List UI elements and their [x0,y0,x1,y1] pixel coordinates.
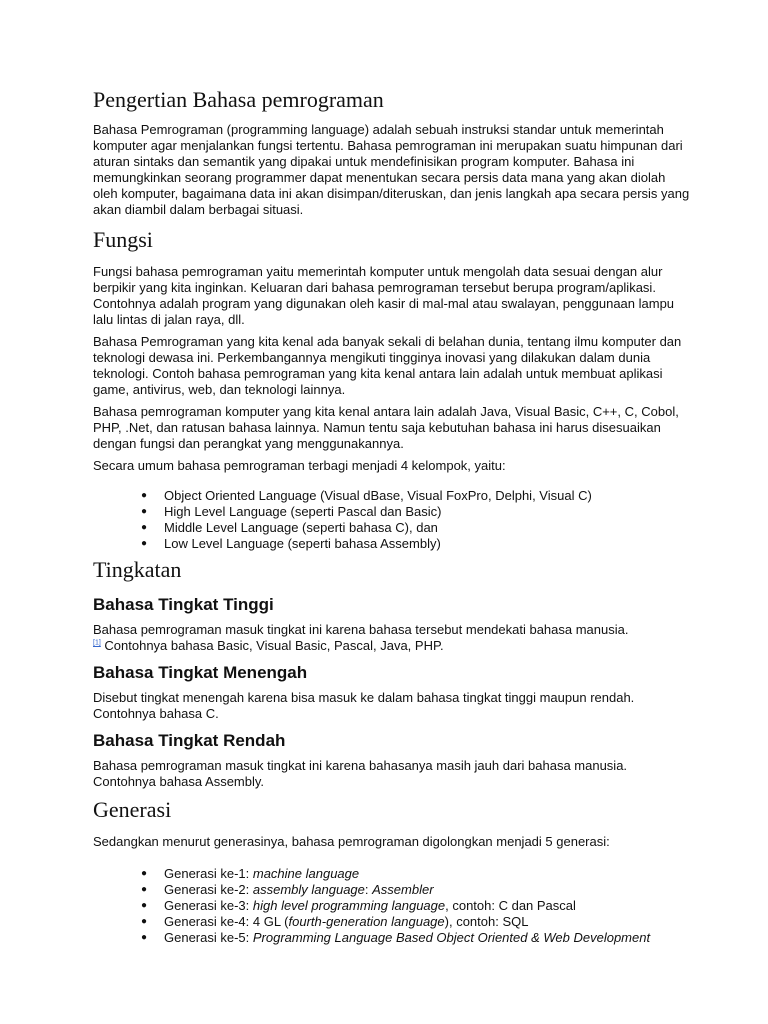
heading-pengertian: Pengertian Bahasa pemrograman [93,87,384,112]
bullet-icon: ● [141,522,148,533]
paragraph-generasi: Sedangkan menurut generasinya, bahasa pemrograman digolongkan menjadi 5 generasi: [93,834,610,849]
bullet-icon: ● [141,900,148,911]
bullet-icon: ● [141,916,148,927]
list-kelompok [93,488,693,552]
list-item: ● Generasi ke-5: Programming Language Based Object Oriented & Web Development [141,930,651,945]
heading-tingkatan: Tingkatan [93,557,182,582]
document-page [93,86,693,952]
paragraph-fungsi-4: Secara umum bahasa pemrograman terbagi menjadi 4 kelompok, yaitu: [93,458,506,473]
bullet-icon: ● [141,490,148,501]
bullet-icon: ● [141,538,148,549]
paragraph-pengertian: Bahasa Pemrograman (programming language) adalah sebuah instruksi standar untuk memerintah komputer agar menjalankan fungsi tertentu. Bahasa pemrograman ini merupakan suatu himpunan dari aturan sintaks dan semantik yang dipakai untuk mendefinisikan program komputer. Bahasa ini memungkinkan seorang programmer dapat menentukan secara persis data mana yang akan diolah oleh komputer, bagaimana data ini akan disimpan/diteruskan, dan jenis langkah apa secara persis yang akan diambil dalam berbagai situasi. [93,122,690,217]
list-generasi [93,866,693,946]
bullet-icon: ● [141,884,148,895]
paragraph-fungsi-2: Bahasa Pemrograman yang kita kenal ada banyak sekali di belahan dunia, tentang ilmu komputer dan teknologi dewasa ini. Perkembangannya mengikuti tingginya inovasi yang dilakukan dalam dunia teknologi. Contoh bahasa pemrograman yang kita kenal antara lain adalah untuk membuat aplikasi game, antivirus, web, dan teknologi lainnya. [93,334,682,397]
list-item: ● Object Oriented Language (Visual dBase, Visual FoxPro, Delphi, Visual C) [141,488,592,503]
list-item: ● Generasi ke-1: machine language [141,866,360,881]
footnote-link[interactable]: [1] [93,639,101,647]
heading-tingkat-menengah: Bahasa Tingkat Menengah [93,663,308,682]
list-item: ● High Level Language (seperti Pascal dan Basic) [141,504,442,519]
heading-fungsi: Fungsi [93,227,153,252]
paragraph-fungsi-3: Bahasa pemrograman komputer yang kita kenal antara lain adalah Java, Visual Basic, C++, C, Cobol, PHP, .Net, dan ratusan bahasa lainnya. Namun tentu saja kebutuhan bahasa ini harus disesuaikan dengan fungsi dan perangkat yang menggunakannya. [93,404,679,451]
bullet-icon: ● [141,506,148,517]
list-item: ● Low Level Language (seperti bahasa Assembly) [141,536,441,551]
bullet-icon: ● [141,868,148,879]
paragraph-tingkat-rendah: Bahasa pemrograman masuk tingkat ini karena bahasanya masih jauh dari bahasa manusia. Contohnya bahasa Assembly. [93,758,628,789]
list-item: ● Generasi ke-2: assembly language: Assembler [141,882,434,897]
heading-tingkat-tinggi: Bahasa Tingkat Tinggi [93,595,274,614]
heading-generasi: Generasi [93,797,172,822]
heading-tingkat-rendah: Bahasa Tingkat Rendah [93,731,286,750]
list-item: ● Middle Level Language (seperti bahasa C), dan [141,520,438,535]
bullet-icon: ● [141,932,148,943]
list-item: ● Generasi ke-3: high level programming language, contoh: C dan Pascal [141,898,576,913]
list-item: ● Generasi ke-4: 4 GL (fourth-generation language), contoh: SQL [141,914,529,929]
paragraph-tingkat-menengah: Disebut tingkat menengah karena bisa masuk ke dalam bahasa tingkat tinggi maupun rendah. Contohnya bahasa C. [93,690,635,721]
paragraph-tingkat-tinggi: Bahasa pemrograman masuk tingkat ini karena bahasa tersebut mendekati bahasa manusia. [1] Contohnya bahasa Basic, Visual Basic, Pascal, Java, PHP. [93,622,629,653]
paragraph-fungsi-1: Fungsi bahasa pemrograman yaitu memerintah komputer untuk mengolah data sesuai dengan alur berpikir yang kita inginkan. Keluaran dari bahasa pemrograman tersebut berupa program/aplikasi. Contohnya adalah program yang digunakan oleh kasir di mal-mal atau swalayan, penggunaan lampu lalu lintas di jalan raya, dll. [93,264,675,327]
